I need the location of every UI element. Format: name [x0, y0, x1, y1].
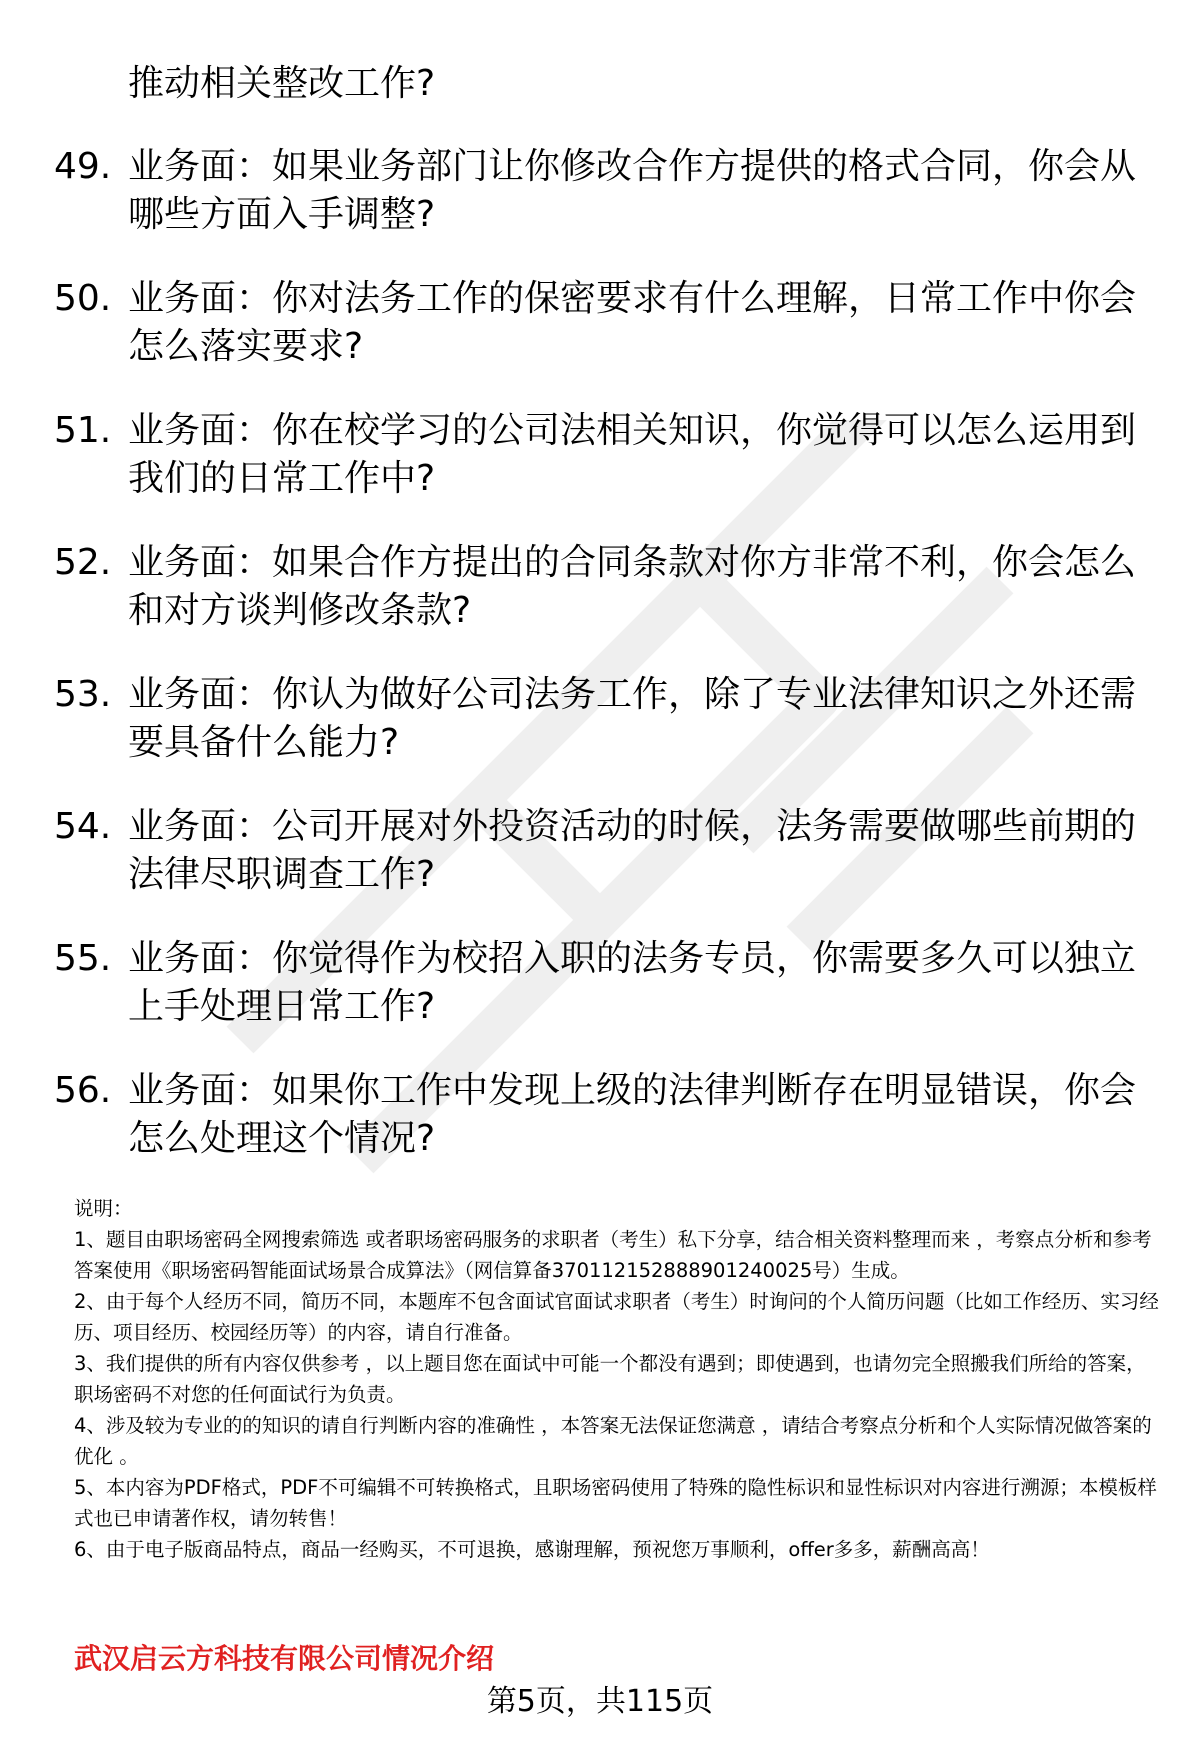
question-text: 业务面：你在校学习的公司法相关知识，你觉得可以怎么运用到我们的日常工作中? [128, 410, 1137, 499]
question-text: 业务面：如果合作方提出的合同条款对你方非常不利，你会怎么和对方谈判修改条款? [128, 542, 1137, 631]
question-number: 50. [54, 278, 112, 319]
note-item: 3、我们提供的所有内容仅供参考 ，以上题目您在面试中可能一个都没有遇到；即使遇到，也请勿完全照搬我们所给的答案，职场密码不对您的任何面试行为负责。 [74, 1352, 1146, 1406]
question-item [0, 671, 1200, 803]
question-text: 业务面：如果你工作中发现上级的法律判断存在明显错误，你会怎么处理这个情况? [128, 1070, 1137, 1159]
question-continuation: 推动相关整改工作? [128, 63, 436, 104]
note-item: 4、涉及较为专业的的知识的请自行判断内容的准确性 ，本答案无法保证您满意 ，请结合考察点分析和个人实际情况做答案的优化 。 [74, 1414, 1152, 1468]
question-item [0, 935, 1200, 1067]
question-number: 53. [54, 674, 112, 715]
question-list [0, 143, 1200, 1199]
question-item [0, 143, 1200, 275]
question-text: 业务面：你觉得作为校招入职的法务专员，你需要多久可以独立上手处理日常工作? [128, 938, 1137, 1027]
question-number: 52. [54, 542, 112, 583]
question-number: 56. [54, 1070, 112, 1111]
note-item: 5、本内容为PDF格式，PDF不可编辑不可转换格式，且职场密码使用了特殊的隐性标识和显性标识对内容进行溯源；本模板样式也已申请著作权，请勿转售！ [74, 1476, 1157, 1530]
question-text: 业务面：如果业务部门让你修改合作方提供的格式合同，你会从哪些方面入手调整? [128, 146, 1137, 235]
company-heading: 武汉启云方科技有限公司情况介绍 [74, 1642, 495, 1675]
question-item [0, 803, 1200, 935]
note-item: 2、由于每个人经历不同，简历不同，本题库不包含面试官面试求职者（考生）时询问的个人简历问题（比如工作经历、实习经历、项目经历、校园经历等）的内容，请自行准备。 [74, 1290, 1159, 1344]
question-number: 54. [54, 806, 112, 847]
question-text: 业务面：你对法务工作的保密要求有什么理解，日常工作中你会怎么落实要求? [128, 278, 1137, 367]
question-number: 55. [54, 938, 112, 979]
question-item [0, 1067, 1200, 1199]
question-number: 51. [54, 410, 112, 451]
notes-heading: 说明： [74, 1197, 133, 1220]
question-item [0, 275, 1200, 407]
question-text: 业务面：公司开展对外投资活动的时候，法务需要做哪些前期的法律尽职调查工作? [128, 806, 1137, 895]
question-number: 49. [54, 146, 112, 187]
question-text: 业务面：你认为做好公司法务工作，除了专业法律知识之外还需要具备什么能力? [128, 674, 1137, 763]
question-item [0, 407, 1200, 539]
note-item: 1、题目由职场密码全网搜索筛选 或者职场密码服务的求职者（考生）私下分享，结合相关资料整理而来 ，考察点分析和参考答案使用《职场密码智能面试场景合成算法》（网信算备370112152888901240025号）生成。 [74, 1228, 1152, 1282]
page-indicator: 第5页，共115页 [486, 1684, 714, 1719]
notes-section [74, 1193, 1160, 1565]
question-item [0, 539, 1200, 671]
note-item: 6、由于电子版商品特点，商品一经购买，不可退换，感谢理解，预祝您万事顺利，offer多多，薪酬高高！ [74, 1538, 990, 1561]
